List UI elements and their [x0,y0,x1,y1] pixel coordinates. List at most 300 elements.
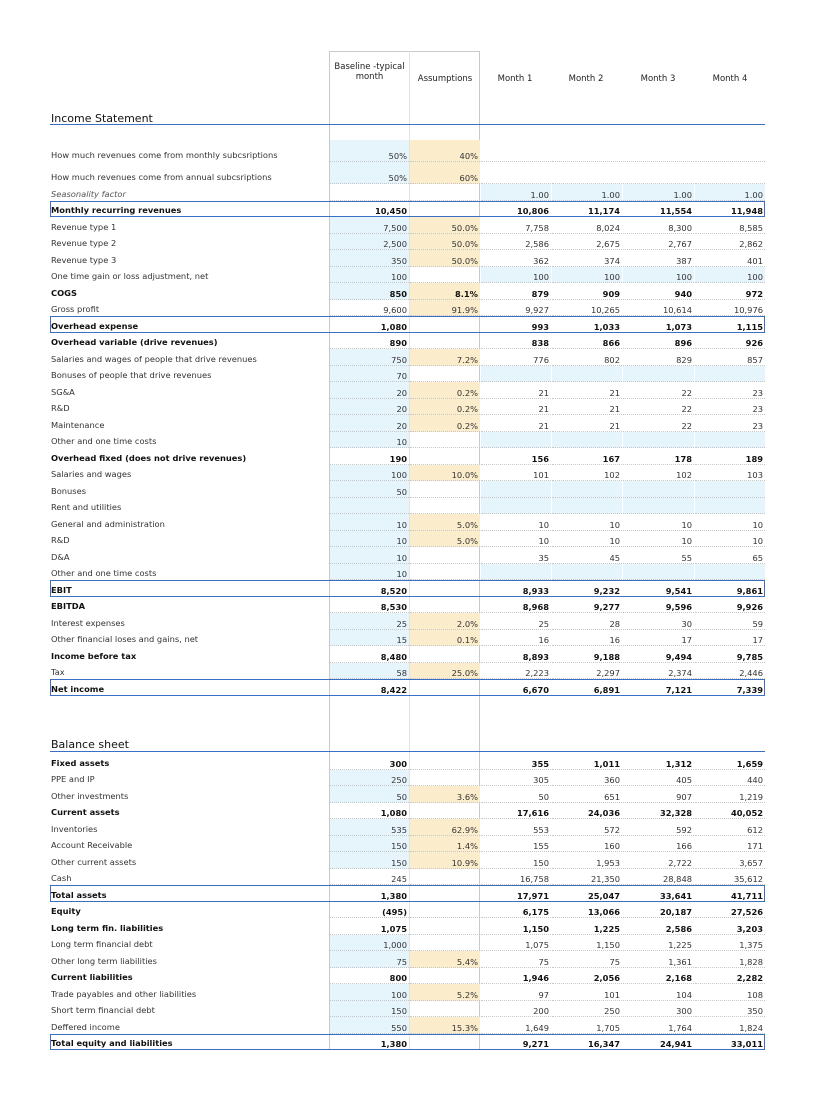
baseline-cell[interactable] [330,1017,409,1034]
month-cell[interactable] [552,140,622,162]
baseline-cell[interactable] [330,984,409,1001]
month-cell[interactable] [623,852,694,869]
baseline-cell[interactable] [330,663,409,680]
month-cell[interactable] [623,465,694,482]
month-cell[interactable] [552,951,622,968]
month-cell[interactable] [695,448,765,465]
month-cell[interactable] [481,613,551,630]
baseline-cell[interactable] [330,646,409,663]
month-cell[interactable] [623,498,694,515]
month-cell[interactable] [552,366,622,383]
assumption-cell[interactable] [410,753,480,770]
month-cell[interactable] [481,852,551,869]
month-cell[interactable] [552,836,622,853]
row-label: Current assets [51,807,120,817]
baseline-cell[interactable] [330,918,409,935]
assumption-cell[interactable] [410,918,480,935]
month-cell[interactable] [695,399,765,416]
baseline-cell[interactable] [330,1001,409,1018]
baseline-cell-value: 8,530 [380,602,407,612]
month-cell[interactable] [481,663,551,680]
assumption-cell[interactable] [410,836,480,853]
assumption-cell[interactable] [410,902,480,919]
month-cell[interactable] [481,514,551,531]
month-cell[interactable] [623,217,694,234]
assumption-cell[interactable] [410,770,480,787]
month-cell[interactable] [481,547,551,564]
month-cell[interactable] [552,1017,622,1034]
month-cell[interactable] [695,902,765,919]
baseline-cell-value: 75 [396,956,407,967]
month-cell[interactable] [552,753,622,770]
month-cell[interactable] [481,415,551,432]
month-cell[interactable] [695,498,765,515]
row-label: How much revenues come from monthly subcsriptions [51,150,278,160]
baseline-cell[interactable] [330,184,409,201]
month-cell[interactable] [552,250,622,267]
assumption-cell[interactable] [410,267,480,284]
month-cell[interactable] [623,162,694,184]
month-cell[interactable] [552,852,622,869]
assumption-cell[interactable] [410,564,480,581]
month-cell[interactable] [695,597,765,614]
month-cell[interactable] [695,465,765,482]
month-cell[interactable] [695,283,765,300]
month-cell[interactable] [623,514,694,531]
assumption-cell[interactable] [410,786,480,803]
baseline-cell[interactable] [330,382,409,399]
month-cell-value: 8,968 [522,602,549,612]
month-cell[interactable] [481,770,551,787]
month-cell-value: 21 [538,420,549,431]
month-cell[interactable] [695,217,765,234]
month-cell[interactable] [623,140,694,162]
month-cell[interactable] [695,753,765,770]
month-cell[interactable] [623,349,694,366]
baseline-cell[interactable] [330,951,409,968]
assumption-cell-value: 50.0% [451,255,478,266]
income-statement-title: Income Statement [51,112,153,125]
month-cell[interactable] [623,1001,694,1018]
baseline-cell[interactable] [330,140,409,162]
month-cell[interactable] [552,547,622,564]
baseline-cell-value: 2,500 [383,239,407,249]
month-cell[interactable] [695,786,765,803]
assumption-cell[interactable] [410,432,480,449]
month-cell[interactable] [623,770,694,787]
month-cell[interactable] [623,547,694,564]
month-cell[interactable] [695,984,765,1001]
month-cell[interactable] [481,140,551,162]
assumption-cell[interactable] [410,951,480,968]
month-cell[interactable] [695,819,765,836]
month-cell[interactable] [481,984,551,1001]
assumption-cell[interactable] [410,448,480,465]
month-cell[interactable] [695,770,765,787]
month-cell[interactable] [623,432,694,449]
month-cell[interactable] [481,753,551,770]
month-cell[interactable] [623,1017,694,1034]
month-cell[interactable] [623,415,694,432]
row-label: How much revenues come from annual subcsriptions [51,172,272,182]
month-cell[interactable] [481,399,551,416]
month-cell[interactable] [552,564,622,581]
assumption-cell[interactable] [410,869,480,886]
month-cell[interactable] [695,613,765,630]
assumption-cell[interactable] [410,547,480,564]
month-cell[interactable] [623,613,694,630]
assumption-cell[interactable] [410,300,480,317]
month-cell[interactable] [481,531,551,548]
month-cell[interactable] [481,382,551,399]
month-cell[interactable] [552,663,622,680]
baseline-cell[interactable] [330,300,409,317]
baseline-cell[interactable] [330,349,409,366]
month-cell[interactable] [481,184,551,201]
baseline-cell[interactable] [330,852,409,869]
month-cell[interactable] [481,465,551,482]
month-cell[interactable] [695,162,765,184]
month-cell[interactable] [552,630,622,647]
month-cell[interactable] [481,448,551,465]
baseline-cell[interactable] [330,770,409,787]
baseline-cell[interactable] [330,448,409,465]
table-row [0,366,816,383]
month-cell[interactable] [481,597,551,614]
month-cell[interactable] [623,968,694,985]
month-cell[interactable] [552,498,622,515]
month-cell[interactable] [481,1001,551,1018]
assumption-cell[interactable] [410,349,480,366]
month-cell[interactable] [552,399,622,416]
month-cell[interactable] [481,786,551,803]
month-cell[interactable] [481,902,551,919]
baseline-cell[interactable] [330,902,409,919]
month-cell-value: 23 [752,420,763,431]
month-cell[interactable] [552,646,622,663]
month-cell[interactable] [695,646,765,663]
baseline-cell[interactable] [330,547,409,564]
month-cell[interactable] [481,935,551,952]
month-cell[interactable] [552,234,622,251]
baseline-cell[interactable] [330,250,409,267]
month-cell-value: 2,223 [525,668,549,678]
baseline-cell[interactable] [330,333,409,350]
row-label: Other financial loses and gains, net [51,634,199,644]
month-cell[interactable] [481,432,551,449]
month-cell[interactable] [552,819,622,836]
month-cell[interactable] [552,349,622,366]
month-cell[interactable] [695,968,765,985]
month-cell-value: 21 [609,387,620,398]
baseline-cell[interactable] [330,968,409,985]
month-cell[interactable] [695,630,765,647]
assumption-cell[interactable] [410,140,480,162]
month-cell[interactable] [481,803,551,820]
month-cell[interactable] [481,564,551,581]
month-cell[interactable] [695,415,765,432]
assumption-cell[interactable] [410,646,480,663]
month-cell[interactable] [623,803,694,820]
month-cell[interactable] [695,234,765,251]
baseline-cell[interactable] [330,217,409,234]
baseline-cell-value: 100 [391,989,407,1000]
table-row [0,630,816,647]
month-cell[interactable] [623,267,694,284]
month-cell[interactable] [623,184,694,201]
month-cell[interactable] [623,646,694,663]
month-cell-value: 50 [538,791,549,802]
month-cell[interactable] [695,803,765,820]
assumption-cell[interactable] [410,935,480,952]
month-cell[interactable] [623,564,694,581]
month-cell[interactable] [695,564,765,581]
month-cell[interactable] [552,984,622,1001]
baseline-cell[interactable] [330,819,409,836]
assumption-cell[interactable] [410,162,480,184]
month-cell[interactable] [695,514,765,531]
month-cell[interactable] [552,481,622,498]
month-cell[interactable] [695,366,765,383]
month-cell[interactable] [623,836,694,853]
month-cell[interactable] [623,366,694,383]
assumption-cell[interactable] [410,613,480,630]
month-cell[interactable] [623,869,694,886]
assumption-cell-value: 10.9% [451,857,478,868]
month-cell[interactable] [552,786,622,803]
month-cell[interactable] [623,753,694,770]
month-cell[interactable] [552,918,622,935]
table-row [0,753,816,770]
month-cell[interactable] [552,968,622,985]
month-cell[interactable] [481,366,551,383]
balance-sheet-title: Balance sheet [51,738,129,751]
month-cell[interactable] [623,531,694,548]
month-cell[interactable] [552,283,622,300]
month-cell-value: 8,024 [596,222,620,233]
baseline-cell[interactable] [330,630,409,647]
assumption-cell[interactable] [410,984,480,1001]
month-cell[interactable] [552,162,622,184]
month-cell[interactable] [623,300,694,317]
baseline-cell[interactable] [330,415,409,432]
month-cell[interactable] [481,250,551,267]
baseline-cell[interactable] [330,267,409,284]
month-cell[interactable] [481,1017,551,1034]
month-cell[interactable] [623,382,694,399]
baseline-cell[interactable] [330,234,409,251]
assumption-cell[interactable] [410,465,480,482]
month-cell[interactable] [481,300,551,317]
baseline-cell[interactable] [330,531,409,548]
month-cell[interactable] [695,852,765,869]
assumption-cell[interactable] [410,234,480,251]
month-cell[interactable] [552,415,622,432]
month-cell[interactable] [552,333,622,350]
table-row [0,984,816,1001]
month-cell[interactable] [481,283,551,300]
month-cell[interactable] [552,613,622,630]
baseline-cell[interactable] [330,564,409,581]
month-cell[interactable] [552,448,622,465]
assumption-cell[interactable] [410,382,480,399]
baseline-cell[interactable] [330,432,409,449]
assumption-cell[interactable] [410,597,480,614]
month-cell[interactable] [623,333,694,350]
month-cell[interactable] [552,465,622,482]
baseline-cell[interactable] [330,162,409,184]
assumption-cell[interactable] [410,630,480,647]
month-cell[interactable] [552,531,622,548]
assumption-cell[interactable] [410,531,480,548]
assumption-cell[interactable] [410,1017,480,1034]
month-cell[interactable] [623,630,694,647]
assumption-cell[interactable] [410,366,480,383]
assumption-cell[interactable] [410,399,480,416]
month-cell[interactable] [481,646,551,663]
month-cell[interactable] [623,902,694,919]
month-cell[interactable] [552,267,622,284]
month-cell[interactable] [695,935,765,952]
month-cell[interactable] [623,819,694,836]
balance-sheet-underline [50,751,765,752]
assumption-cell-value: 5.0% [456,536,478,546]
month-cell[interactable] [695,547,765,564]
month-cell[interactable] [552,432,622,449]
month-cell[interactable] [481,481,551,498]
month-cell[interactable] [481,162,551,184]
assumption-cell[interactable] [410,514,480,531]
baseline-cell[interactable] [330,366,409,383]
baseline-cell[interactable] [330,803,409,820]
baseline-cell[interactable] [330,481,409,498]
month-cell[interactable] [695,140,765,162]
assumption-cell[interactable] [410,852,480,869]
month-cell[interactable] [623,597,694,614]
assumption-cell[interactable] [410,663,480,680]
month-cell[interactable] [695,481,765,498]
month-cell[interactable] [695,333,765,350]
month-cell[interactable] [695,432,765,449]
assumption-cell[interactable] [410,333,480,350]
month-cell[interactable] [695,1001,765,1018]
month-cell[interactable] [623,786,694,803]
month-cell[interactable] [481,267,551,284]
table-row [0,1017,816,1034]
month-cell[interactable] [695,531,765,548]
month-cell[interactable] [695,349,765,366]
month-cell[interactable] [481,217,551,234]
baseline-cell[interactable] [330,597,409,614]
baseline-cell[interactable] [330,514,409,531]
month-cell[interactable] [552,300,622,317]
month-cell[interactable] [623,951,694,968]
month-cell[interactable] [623,663,694,680]
baseline-cell[interactable] [330,283,409,300]
month-cell[interactable] [623,935,694,952]
month-cell[interactable] [623,234,694,251]
assumption-cell[interactable] [410,415,480,432]
month-cell[interactable] [623,283,694,300]
month-cell[interactable] [695,382,765,399]
assumption-cell[interactable] [410,217,480,234]
month-cell[interactable] [552,184,622,201]
month-cell[interactable] [481,498,551,515]
month-cell[interactable] [695,869,765,886]
month-cell[interactable] [623,918,694,935]
month-cell[interactable] [695,184,765,201]
month-cell[interactable] [695,267,765,284]
baseline-cell[interactable] [330,935,409,952]
month-cell[interactable] [552,935,622,952]
assumption-cell[interactable] [410,250,480,267]
month-cell-value: 387 [676,255,692,266]
baseline-cell[interactable] [330,498,409,515]
month-cell[interactable] [552,803,622,820]
month-cell[interactable] [481,333,551,350]
assumption-cell[interactable] [410,498,480,515]
baseline-cell[interactable] [330,753,409,770]
month-cell[interactable] [623,481,694,498]
baseline-cell[interactable] [330,465,409,482]
assumption-cell[interactable] [410,184,480,201]
month-cell[interactable] [695,836,765,853]
month-cell[interactable] [481,630,551,647]
month-cell[interactable] [695,663,765,680]
month-cell[interactable] [623,984,694,1001]
baseline-cell[interactable] [330,613,409,630]
baseline-cell[interactable] [330,399,409,416]
month-cell[interactable] [481,819,551,836]
month-cell[interactable] [552,382,622,399]
assumption-cell[interactable] [410,968,480,985]
month-cell[interactable] [552,869,622,886]
assumption-cell[interactable] [410,819,480,836]
row-label: Overhead fixed (does not drive revenues) [51,452,247,463]
month-cell[interactable] [695,300,765,317]
month-cell[interactable] [481,836,551,853]
month-cell[interactable] [695,250,765,267]
assumption-cell[interactable] [410,481,480,498]
month-cell[interactable] [481,951,551,968]
month-cell[interactable] [695,951,765,968]
month-cell[interactable] [481,918,551,935]
month-cell[interactable] [552,902,622,919]
month-cell[interactable] [481,968,551,985]
month-cell[interactable] [623,250,694,267]
month-cell[interactable] [481,869,551,886]
assumption-cell[interactable] [410,803,480,820]
month-cell-value: 10 [538,519,549,530]
assumption-cell[interactable] [410,283,480,300]
assumption-cell[interactable] [410,1001,480,1018]
month-cell[interactable] [623,399,694,416]
month-cell[interactable] [552,1001,622,1018]
baseline-cell[interactable] [330,869,409,886]
month-cell-value: 6,175 [522,907,549,917]
month-cell[interactable] [552,217,622,234]
month-cell[interactable] [552,597,622,614]
month-cell[interactable] [623,448,694,465]
month-cell[interactable] [552,770,622,787]
month-cell[interactable] [552,514,622,531]
baseline-cell[interactable] [330,786,409,803]
month-cell[interactable] [481,234,551,251]
month-cell[interactable] [481,349,551,366]
month-cell[interactable] [695,918,765,935]
baseline-cell[interactable] [330,836,409,853]
month-cell[interactable] [695,1017,765,1034]
